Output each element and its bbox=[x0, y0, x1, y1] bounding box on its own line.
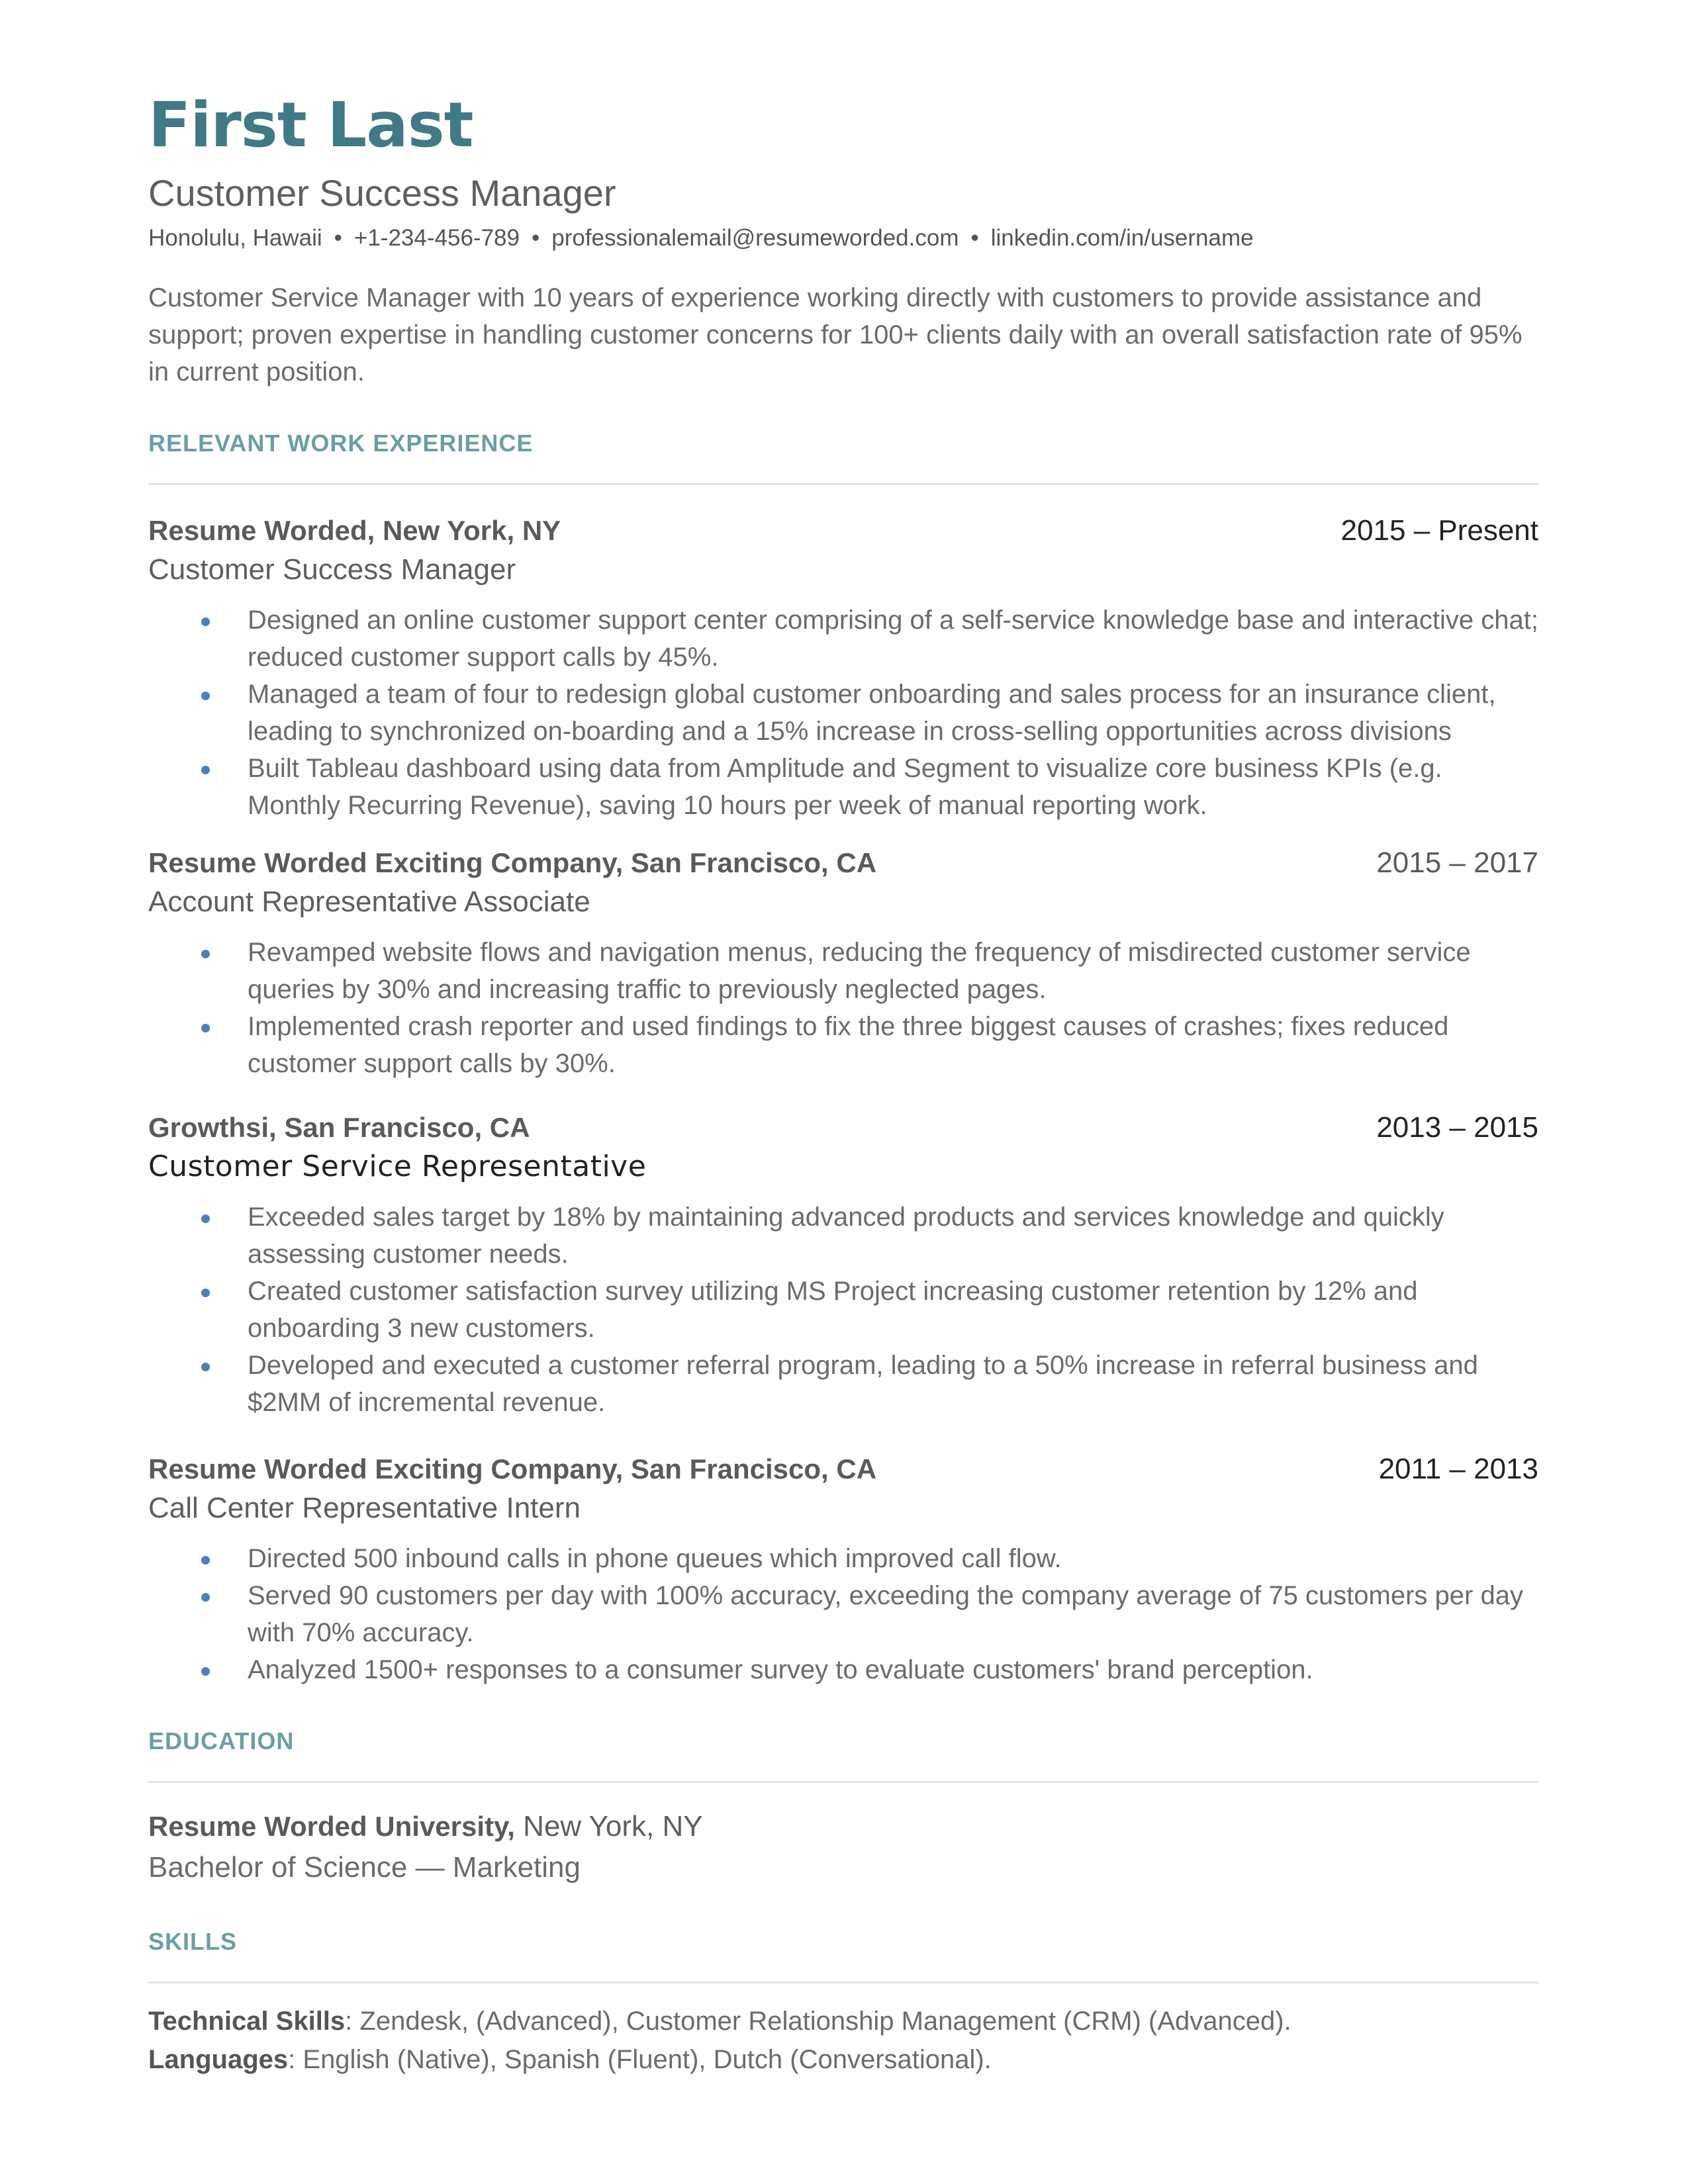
skills-block bbox=[148, 2002, 1538, 2079]
skills-technical-value: : Zendesk, (Advanced), Customer Relationship Management (CRM) (Advanced). bbox=[345, 2007, 1291, 2036]
bullet-dot-icon bbox=[201, 1363, 210, 1371]
job-dates: 2011 – 2013 bbox=[1378, 1453, 1538, 1485]
job-title: Customer Service Representative bbox=[148, 1150, 647, 1183]
summary-paragraph: Customer Service Manager with 10 years of experience working directly with customers to provide assistance and support; proven expertise in handling customer concerns for 100+ clients daily with an overall satisfaction rate of 95% in current position. bbox=[148, 283, 1523, 387]
job-bullets bbox=[148, 1540, 1538, 1688]
skills-languages-value: : English (Native), Spanish (Fluent), Dutch (Conversational). bbox=[288, 2045, 992, 2074]
job-company: Resume Worded, New York, NY bbox=[148, 515, 561, 546]
bullet-dot-icon bbox=[201, 766, 210, 774]
job-header bbox=[148, 512, 1538, 550]
section-divider bbox=[148, 1781, 1538, 1783]
job-entry bbox=[148, 512, 1538, 824]
bullet-dot-icon bbox=[201, 617, 210, 626]
contact-separator: • bbox=[970, 225, 979, 251]
job-title: Call Center Representative Intern bbox=[148, 1492, 581, 1524]
bullet-dot-icon bbox=[201, 1556, 210, 1565]
education-degree: Bachelor of Science — Marketing bbox=[148, 1851, 581, 1884]
bullet-text: Directed 500 inbound calls in phone queues which improved call flow. bbox=[248, 1544, 1062, 1573]
contact-separator: • bbox=[531, 225, 540, 251]
job-bullet bbox=[148, 934, 1538, 1008]
bullet-dot-icon bbox=[201, 1667, 210, 1676]
section-heading-education: EDUCATION bbox=[148, 1727, 295, 1754]
bullet-dot-icon bbox=[201, 1024, 210, 1032]
job-bullet bbox=[148, 1540, 1538, 1577]
job-bullet bbox=[148, 602, 1538, 676]
contact-phone: +1-234-456-789 bbox=[353, 225, 520, 251]
bullet-text: Implemented crash reporter and used findings to fix the three biggest causes of crashes; fixes reduced customer support calls by 30%. bbox=[248, 1012, 1449, 1078]
resume-page bbox=[148, 86, 1538, 2079]
bullet-text: Managed a team of four to redesign global customer onboarding and sales process for an insurance client, leading to synchronized on-boarding and a 15% increase in cross-selling opportunities across divisions bbox=[248, 680, 1496, 746]
bullet-text: Exceeded sales target by 18% by maintaining advanced products and services knowledge and quickly assessing customer needs. bbox=[248, 1203, 1444, 1269]
job-dates: 2015 – Present bbox=[1340, 514, 1538, 547]
bullet-dot-icon bbox=[201, 1593, 210, 1602]
job-bullets bbox=[148, 934, 1538, 1082]
bullet-text: Built Tableau dashboard using data from Amplitude and Segment to visualize core business KPIs (e.g. Monthly Recurring Revenue), saving 10 hours per week of manual reporting work. bbox=[248, 754, 1442, 820]
job-company: Growthsi, San Francisco, CA bbox=[148, 1112, 530, 1143]
skills-technical bbox=[148, 2002, 1538, 2040]
job-bullet bbox=[148, 1008, 1538, 1082]
section-heading-experience: RELEVANT WORK EXPERIENCE bbox=[148, 430, 534, 457]
bullet-dot-icon bbox=[201, 950, 210, 958]
job-dates: 2013 – 2015 bbox=[1376, 1111, 1538, 1144]
job-bullets bbox=[148, 1199, 1538, 1421]
bullet-dot-icon bbox=[201, 1214, 210, 1223]
job-header bbox=[148, 1450, 1538, 1488]
bullet-text: Developed and executed a customer referral program, leading to a 50% increase in referral business and $2MM of incremental revenue. bbox=[248, 1351, 1478, 1417]
education-school-line bbox=[148, 1807, 1538, 1846]
education-school: Resume Worded University, bbox=[148, 1811, 515, 1842]
candidate-role: Customer Success Manager bbox=[148, 172, 616, 214]
education-location: New York, NY bbox=[514, 1810, 703, 1843]
job-bullet bbox=[148, 1273, 1538, 1347]
section-heading-skills: SKILLS bbox=[148, 1928, 238, 1955]
bullet-dot-icon bbox=[201, 692, 210, 700]
section-divider bbox=[148, 483, 1538, 485]
contact-email[interactable]: professionalemail@resumeworded.com bbox=[551, 225, 959, 251]
job-company: Resume Worded Exciting Company, San Francisco, CA bbox=[148, 847, 877, 878]
job-bullet bbox=[148, 750, 1538, 824]
job-bullet bbox=[148, 676, 1538, 750]
bullet-text: Revamped website flows and navigation menus, reducing the frequency of misdirected customer service queries by 30% and increasing traffic to previously neglected pages. bbox=[248, 938, 1471, 1004]
skills-languages-label: Languages bbox=[148, 2045, 289, 2074]
candidate-name: First Last bbox=[148, 89, 473, 161]
job-entry bbox=[148, 1450, 1538, 1688]
job-header bbox=[148, 1109, 1538, 1147]
job-bullets bbox=[148, 602, 1538, 824]
contact-line bbox=[148, 222, 1538, 254]
contact-linkedin[interactable]: linkedin.com/in/username bbox=[990, 225, 1254, 251]
contact-separator: • bbox=[334, 225, 342, 251]
bullet-text: Created customer satisfaction survey utilizing MS Project increasing customer retention by 12% and onboarding 3 new customers. bbox=[248, 1277, 1418, 1343]
job-title: Account Representative Associate bbox=[148, 886, 590, 918]
bullet-dot-icon bbox=[201, 1289, 210, 1297]
job-bullet bbox=[148, 1651, 1538, 1688]
job-title: Customer Success Manager bbox=[148, 553, 516, 586]
section-divider bbox=[148, 1981, 1538, 1983]
job-bullet bbox=[148, 1577, 1538, 1651]
job-bullet bbox=[148, 1199, 1538, 1273]
job-header bbox=[148, 844, 1538, 882]
contact-location: Honolulu, Hawaii bbox=[148, 225, 322, 251]
job-company: Resume Worded Exciting Company, San Francisco, CA bbox=[148, 1453, 877, 1484]
job-dates: 2015 – 2017 bbox=[1376, 846, 1538, 879]
bullet-text: Designed an online customer support center comprising of a self-service knowledge base and interactive chat; reduced customer support calls by 45%. bbox=[248, 606, 1538, 672]
job-entry bbox=[148, 1109, 1538, 1421]
skills-technical-label: Technical Skills bbox=[148, 2007, 346, 2036]
skills-languages bbox=[148, 2040, 1538, 2079]
job-bullet bbox=[148, 1347, 1538, 1421]
job-entry bbox=[148, 844, 1538, 1082]
bullet-text: Analyzed 1500+ responses to a consumer survey to evaluate customers' brand perception. bbox=[248, 1655, 1313, 1684]
bullet-text: Served 90 customers per day with 100% accuracy, exceeding the company average of 75 customers per day with 70% accuracy. bbox=[248, 1581, 1523, 1647]
